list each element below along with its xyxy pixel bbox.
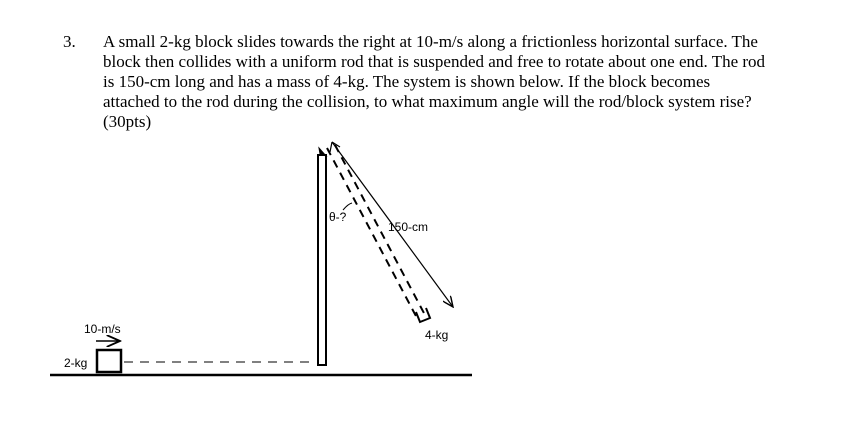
problem-line: A small 2-kg block slides towards the right at 10-m/s along a frictionless horizontal surface. The (103, 32, 758, 51)
angle-label: θ-? (329, 210, 347, 224)
rod (318, 155, 326, 365)
block (97, 350, 121, 372)
problem-line: attached to the rod during the collision, to what maximum angle will the rod/block system rise? (103, 92, 752, 111)
angle-arc (343, 203, 352, 210)
velocity-label: 10-m/s (84, 322, 121, 336)
problem-number: 3. (63, 32, 76, 51)
problem-line: is 150-cm long and has a mass of 4-kg. The system is shown below. If the block becomes (103, 72, 711, 91)
problem-line: block then collides with a uniform rod that is suspended and free to rotate about one end. The rod (103, 52, 766, 71)
rod-mass-label: 4-kg (425, 328, 449, 342)
rod-length-label: 150-cm (388, 220, 429, 234)
block-mass-label: 2-kg (64, 356, 88, 370)
problem-line: (30pts) (103, 112, 152, 131)
